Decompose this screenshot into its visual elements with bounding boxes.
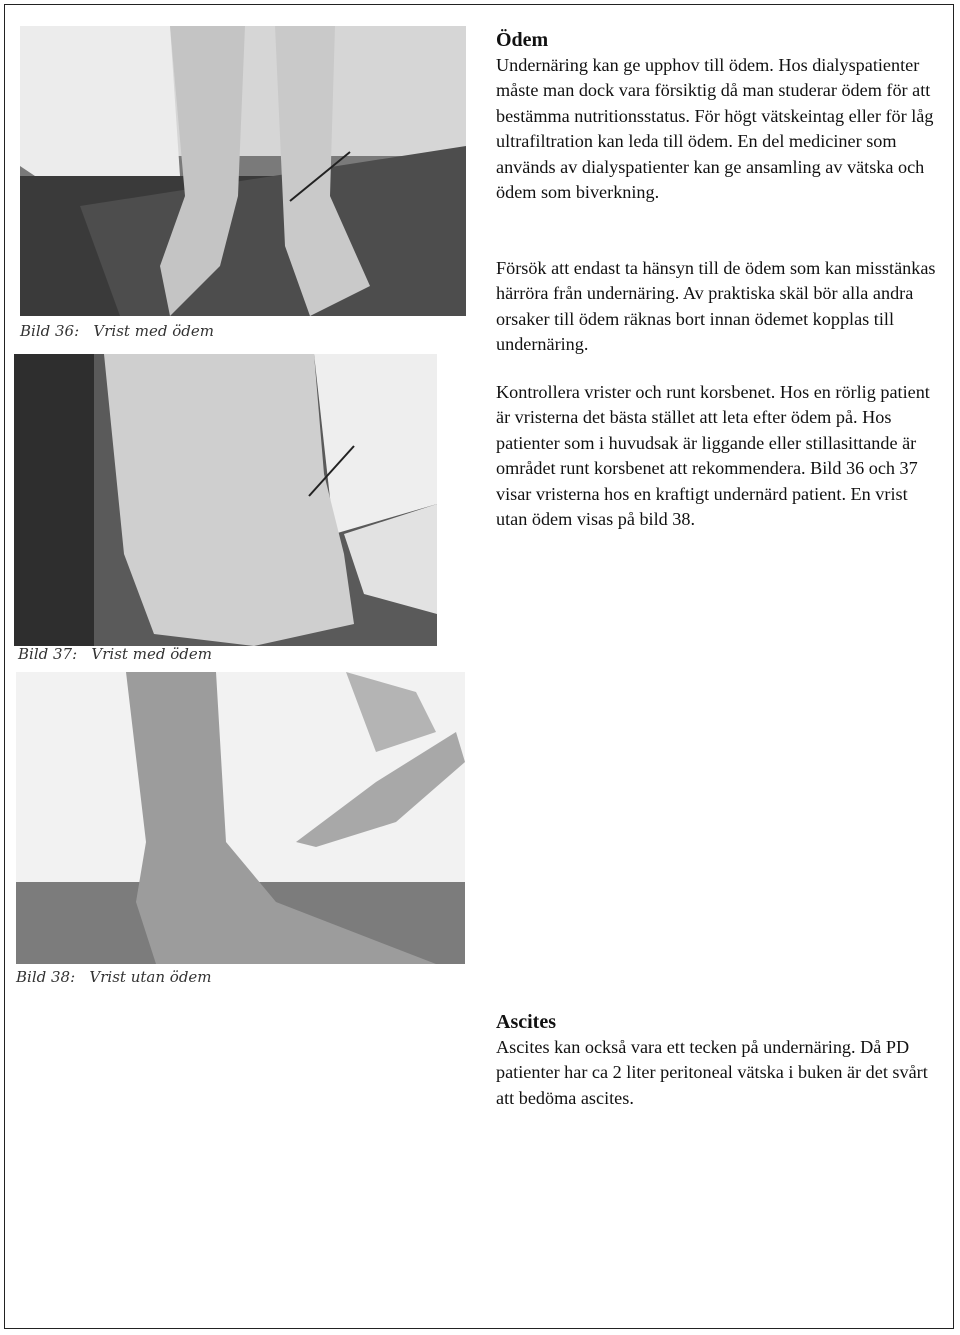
photo-bild-36: [20, 26, 466, 316]
photo-caption: Bild 37: Vrist med ödem: [18, 645, 212, 663]
photo-bild-38: [16, 672, 465, 964]
section-title-odem: Ödem: [496, 29, 549, 51]
photo-caption: Bild 38: Vrist utan ödem: [16, 968, 212, 986]
feet-standing-image: [20, 26, 466, 316]
paragraph-odem-2: Försök att endast ta hänsyn till de ödem som kan misstänkas härröra från undernäring. Av praktiska skäl bör alla andra orsaker till ödem räknas bort innan ödemet kopplas till undernäring.: [496, 258, 936, 355]
paragraph-ascites-1: Ascites kan också vara ett tecken på undernäring. Då PD patienter har ca 2 liter peritoneal vätska i buken är det svårt att bedöma ascites.: [496, 1037, 928, 1108]
swollen-foot-image: [14, 354, 437, 646]
ankle-without-edema-image: [16, 672, 465, 964]
section-title-ascites: Ascites: [496, 1011, 556, 1033]
paragraph-odem-3: Kontrollera vrister och runt korsbenet. Hos en rörlig patient är vristerna det bästa stället att leta efter ödem på. Hos patienter som i huvudsak är liggande eller stillasittande är området runt korsbenet att rekommendera. Bild 36 och 37 visar vristerna hos en kraftigt undernärd patient. En vrist utan ödem visas på bild 38.: [496, 382, 930, 530]
paragraph-odem-1: Undernäring kan ge upphov till ödem. Hos dialyspatienter måste man dock vara försiktig då man studerar ödem för att bestämma nutritionsstatus. För högt vätskeintag eller för låg ultrafiltration kan leda till ödem. En del mediciner som används av dialyspatienter kan ge ansamling av vätska och ödem som biverkning.: [496, 55, 934, 203]
photo-bild-37: [14, 354, 437, 646]
photo-caption: Bild 36: Vrist med ödem: [20, 322, 214, 340]
